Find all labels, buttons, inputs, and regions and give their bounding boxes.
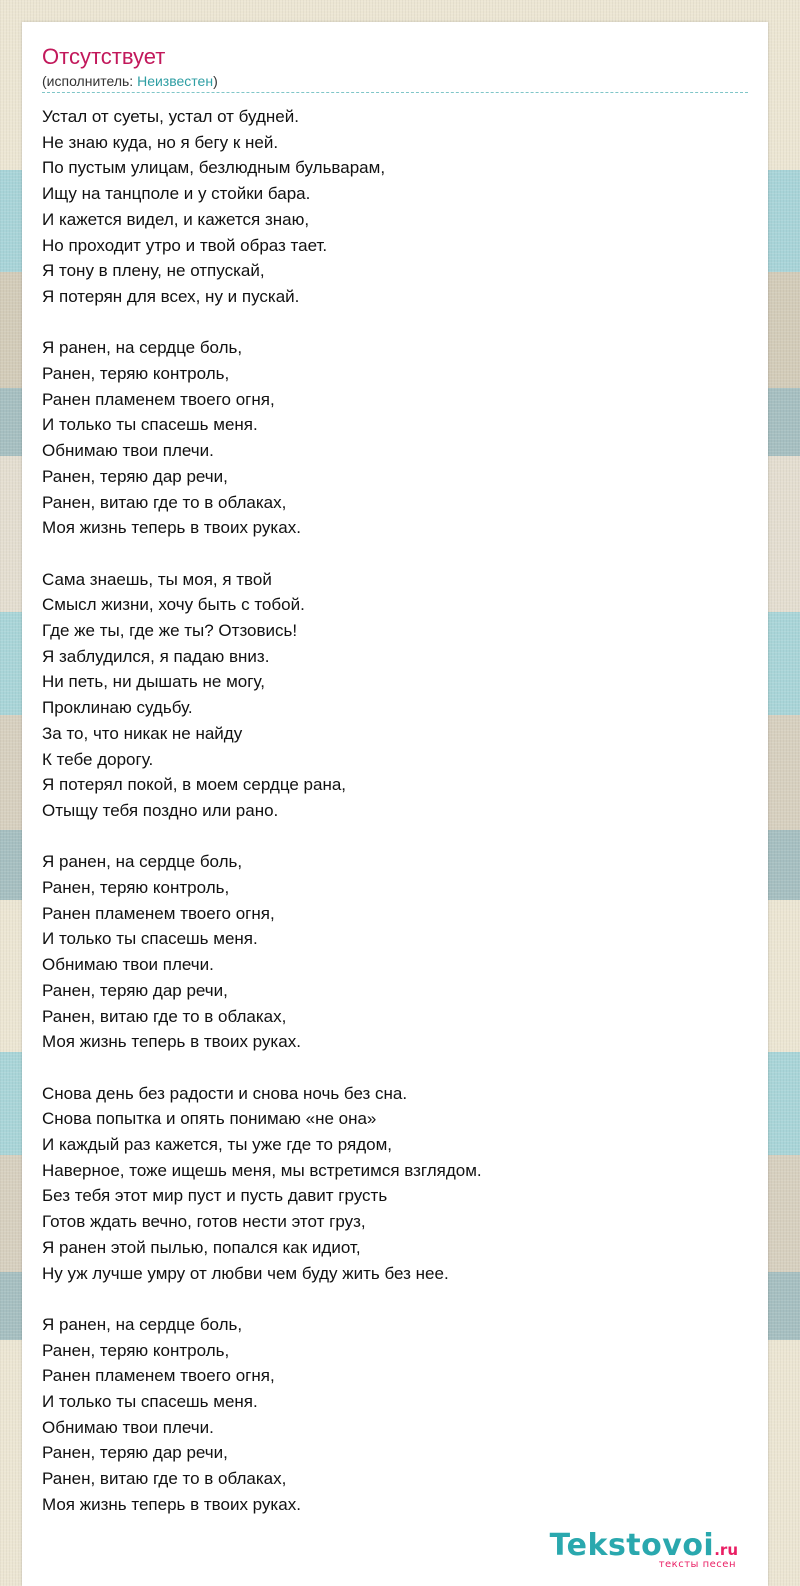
lyrics-line: Ранен пламенем твоего огня,: [42, 903, 275, 923]
site-logo[interactable]: [550, 1528, 738, 1570]
lyrics-line: Смысл жизни, хочу быть с тобой.: [42, 595, 305, 615]
lyrics-line: Но проходит утро и твой образ тает.: [42, 235, 328, 255]
lyrics-card: [22, 22, 768, 1586]
lyrics-line: К тебе дорогу.: [42, 749, 154, 769]
lyrics-line: Обнимаю твои плечи.: [42, 1417, 214, 1437]
lyrics-line: Устал от суеты, устал от будней.: [42, 107, 299, 126]
lyrics-stanza: [42, 1312, 742, 1518]
lyrics-line: Ранен, витаю где то в облаках,: [42, 492, 287, 512]
lyrics-line: Ранен, теряю контроль,: [42, 1340, 230, 1360]
lyrics-line: Моя жизнь теперь в твоих руках.: [42, 518, 301, 538]
lyrics-stanza: [42, 104, 742, 310]
artist-suffix: ): [213, 73, 218, 89]
lyrics-line: Я ранен, на сердце боль,: [42, 852, 243, 872]
lyrics-line: Я тону в плену, не отпускай,: [42, 261, 265, 281]
lyrics-line: Обнимаю твои плечи.: [42, 955, 214, 975]
artist-line: [42, 73, 218, 90]
lyrics-line: И каждый раз кажется, ты уже где то рядом,: [42, 1135, 392, 1155]
lyrics-line: Моя жизнь теперь в твоих руках.: [42, 1494, 301, 1514]
lyrics-line: За то, что никак не найду: [42, 723, 243, 743]
lyrics-line: Я ранен этой пылью, попался как идиот,: [42, 1237, 361, 1257]
title-divider: [42, 92, 748, 93]
lyrics-line: Готов ждать вечно, готов нести этот груз,: [42, 1212, 366, 1232]
lyrics-text: [42, 104, 742, 1518]
lyrics-line: Ранен, теряю дар речи,: [42, 980, 228, 1000]
lyrics-line: И кажется видел, и кажется знаю,: [42, 209, 310, 229]
lyrics-line: Я ранен, на сердце боль,: [42, 338, 243, 358]
lyrics-line: Наверное, тоже ищешь меня, мы встретимся взглядом.: [42, 1160, 482, 1180]
lyrics-stanza: [42, 335, 742, 541]
lyrics-line: Ранен, теряю дар речи,: [42, 1443, 228, 1463]
lyrics-line: Сама знаешь, ты моя, я твой: [42, 569, 272, 589]
lyrics-stanza: [42, 849, 742, 1055]
lyrics-line: Не знаю куда, но я бегу к ней.: [42, 132, 279, 152]
lyrics-line: Ну уж лучше умру от любви чем буду жить без нее.: [42, 1263, 449, 1283]
logo-name: Tekstovoi: [549, 1528, 715, 1563]
logo-tld: .ru: [714, 1541, 738, 1559]
lyrics-line: Отыщу тебя поздно или рано.: [42, 800, 279, 820]
lyrics-line: Ранен, витаю где то в облаках,: [42, 1469, 287, 1489]
lyrics-line: И только ты спасешь меня.: [42, 929, 258, 949]
lyrics-stanza: [42, 567, 742, 824]
lyrics-line: Обнимаю твои плечи.: [42, 441, 214, 461]
lyrics-line: Ранен, витаю где то в облаках,: [42, 1006, 287, 1026]
lyrics-line: Без тебя этот мир пуст и пусть давит грусть: [42, 1186, 388, 1206]
lyrics-line: Я ранен, на сердце боль,: [42, 1314, 243, 1334]
lyrics-line: Ранен, теряю контроль,: [42, 878, 230, 898]
artist-prefix: (исполнитель:: [42, 73, 138, 89]
lyrics-line: Моя жизнь теперь в твоих руках.: [42, 1032, 301, 1052]
lyrics-line: Где же ты, где же ты? Отзовись!: [42, 621, 298, 641]
lyrics-stanza: [42, 1081, 742, 1287]
lyrics-line: Я потерял покой, в моем сердце рана,: [42, 775, 347, 795]
lyrics-line: И только ты спасешь меня.: [42, 1392, 258, 1412]
lyrics-line: И только ты спасешь меня.: [42, 415, 258, 435]
artist-link[interactable]: Неизвестен: [137, 73, 214, 89]
logo-tagline: тексты песен: [658, 1559, 736, 1570]
lyrics-line: Снова день без радости и снова ночь без сна.: [42, 1083, 408, 1103]
lyrics-line: Ранен, теряю дар речи,: [42, 466, 228, 486]
song-title: Отсутствует: [42, 44, 166, 69]
lyrics-line: Снова попытка и опять понимаю «не она»: [42, 1109, 377, 1129]
lyrics-line: Ранен, теряю контроль,: [42, 364, 230, 384]
lyrics-line: Проклинаю судьбу.: [42, 698, 193, 718]
lyrics-line: Ни петь, ни дышать не могу,: [42, 672, 265, 692]
lyrics-line: Ранен пламенем твоего огня,: [42, 389, 275, 409]
lyrics-line: Ранен пламенем твоего огня,: [42, 1366, 275, 1386]
lyrics-line: Ищу на танцполе и у стойки бара.: [42, 184, 311, 204]
lyrics-line: Я потерян для всех, ну и пускай.: [42, 286, 300, 306]
lyrics-line: Я заблудился, я падаю вниз.: [42, 646, 270, 666]
lyrics-line: По пустым улицам, безлюдным бульварам,: [42, 158, 386, 178]
